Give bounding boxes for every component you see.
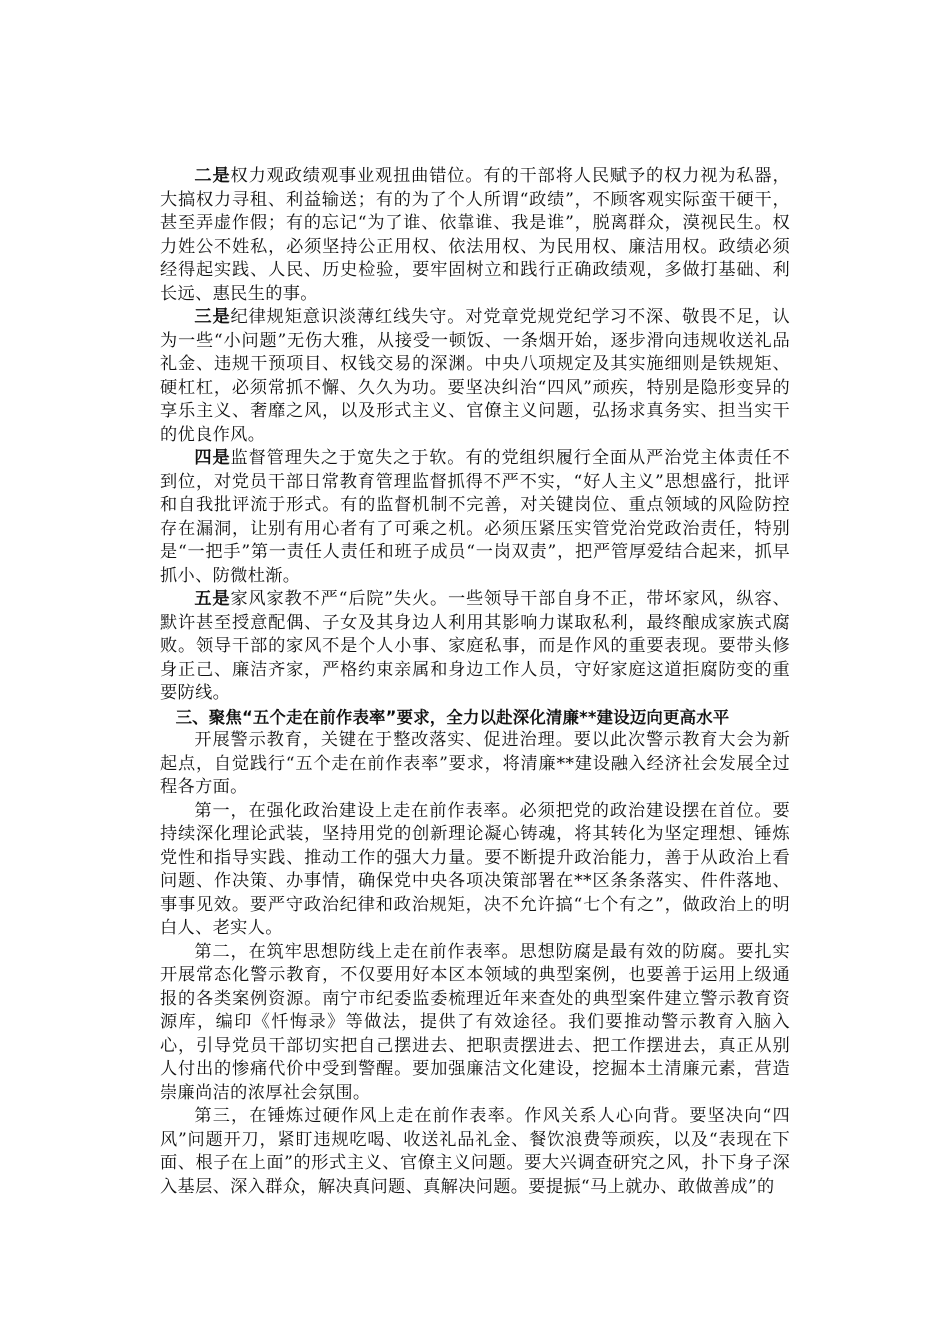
paragraph-3 [160,306,790,447]
paragraph-text: 家风家教不严“后院”失火。一些领导干部自身不正，带坏家风，纵容、默许甚至授意配偶、子女及其身边人利用其影响力谋取私利，最终酿成家族式腐败。领导干部的家风不是个人小事、家庭私事，而是作风的重要表现。要带头修身正己、廉洁齐家，严格约束亲属和身边工作人员，守好家庭这道拒腐防变的重要防线。 [160,589,791,703]
paragraph-2 [160,165,790,306]
section-paragraph-first: 第一，在强化政治建设上走在前作表率。必须把党的政治建设摆在首位。要持续深化理论武装，坚持用党的创新理论凝心铸魂，将其转化为坚定理想、锤炼党性和指导实践、推动工作的强大力量。要不断提升政治能力，善于从政治上看问题、作决策、办事情，确保党中央各项决策部署在**区条条落实、件件落地、事事见效。要严守政治纪律和政治规矩，决不允许搞“七个有之”，做政治上的明白人、老实人。 [160,800,790,938]
paragraph-4 [160,447,790,588]
section-intro-paragraph: 开展警示教育，关键在于整改落实、促进治理。要以此次警示教育大会为新起点，自觉践行“五个走在前作表率”要求，将清廉**建设融入经济社会发展全过程各方面。 [160,730,790,797]
paragraph-lead: 四是 [194,448,231,468]
paragraph-lead: 二是 [194,166,231,186]
section-paragraph-third: 第三，在锤炼过硬作风上走在前作表率。作风关系人心向背。要坚决向“四风”问题开刀，紧盯违规吃喝、收送礼品礼金、餐饮浪费等顽疾，以及“表现在下面、根子在上面”的形式主义、官僚主义问题。要大兴调查研究之风，扑下身子深入基层、深入群众，解决真问题、真解决问题。要提振“马上就办、敢做善成”的 [160,1106,790,1197]
paragraph-text: 纪律规矩意识淡薄红线失守。对党章党规党纪学习不深、敬畏不足，认为一些“小问题”无伤大雅，从接受一顿饭、一条烟开始，逐步滑向违规收送礼品礼金、违规干预项目、权钱交易的深渊。中央八项规定及其实施细则是铁规矩、硬杠杠，必须常抓不懈、久久为功。要坚决纠治“四风”顽疾，特别是隐形变异的享乐主义、奢靡之风，以及形式主义、官僚主义问题，弘扬求真务实、担当实干的优良作风。 [160,307,791,445]
section-paragraph-second: 第二，在筑牢思想防线上走在前作表率。思想防腐是最有效的防腐。要扎实开展常态化警示教育，不仅要用好本区本领域的典型案例，也要善于运用上级通报的各类案例资源。南宁市纪委监委梳理近年来查处的典型案件建立警示教育资源库，编印《忏悔录》等做法，提供了有效途径。我们要推动警示教育入脑入心，引导党员干部切实把自己摆进去、把职责摆进去、把工作摆进去，真正从别人付出的惨痛代价中受到警醒。要加强廉洁文化建设，挖掘本土清廉元素，营造崇廉尚洁的浓厚社会氛围。 [160,941,790,1103]
paragraph-5 [160,588,790,706]
section-heading: 三、聚焦“五个走在前作表率”要求，全力以赴深化清廉**建设迈向更高水平 [175,707,730,727]
paragraph-lead: 三是 [194,307,231,327]
paragraph-text: 权力观政绩观事业观扭曲错位。有的干部将人民赋予的权力视为私器，大搞权力寻租、利益输送；有的为了个人所谓“政绩”，不顾客观实际蛮干硬干，甚至弄虚作假；有的忘记“为了谁、依靠谁、我是谁”，脱离群众，漠视民生。权力姓公不姓私，必须坚持公正用权、依法用权、为民用权、廉洁用权。政绩必须经得起实践、人民、历史检验，要牢固树立和践行正确政绩观，多做打基础、利长远、惠民生的事。 [160,166,791,304]
document-body [160,165,790,1199]
paragraph-lead: 五是 [194,589,231,609]
paragraph-text: 监督管理失之于宽失之于软。有的党组织履行全面从严治党主体责任不到位，对党员干部日常教育管理监督抓得不严不实，“好人主义”思想盛行，批评和自我批评流于形式。有的监督机制不完善，对关键岗位、重点领域的风险防控存在漏洞，让别有用心者有了可乘之机。必须压紧压实管党治党政治责任，特别是“一把手”第一责任人责任和班子成员“一岗双责”，把严管厚爱结合起来，抓早抓小、防微杜渐。 [160,448,791,586]
